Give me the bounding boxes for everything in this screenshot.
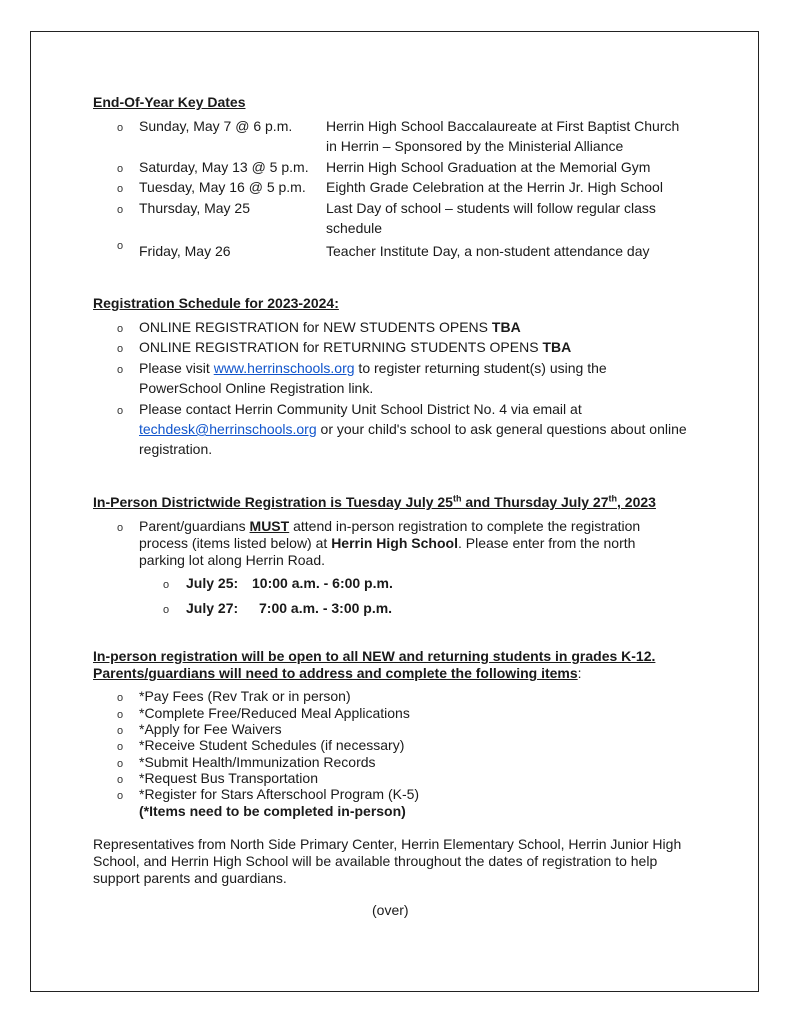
bullet-icon: o [117,758,124,770]
items-note: (*Items need to be completed in-person) [139,803,406,819]
text: . Please enter from the north [457,535,636,551]
must-emphasis: MUST [249,518,290,534]
event-description: Teacher Institute Day, a non-student attendance day [326,243,650,259]
bullet-icon: o [117,790,124,802]
over-note: (over) [372,902,409,918]
time-slot-hours: 7:00 a.m. - 3:00 p.m. [259,600,393,616]
bullet-icon: o [117,741,124,753]
parent-guardian-line-2 [139,535,635,551]
bullet-icon: o [117,343,124,355]
contact-line-2 [139,421,687,437]
bullet-icon: o [117,405,124,417]
event-description: Herrin High School Baccalaureate at First Baptist Church [326,118,680,134]
bullet-icon: o [117,204,124,216]
bullet-icon: o [117,240,124,252]
bullet-icon: o [163,604,170,616]
list-item: *Request Bus Transportation [139,770,318,786]
in-person-heading-part: , 2023 [617,494,656,510]
list-item: *Complete Free/Reduced Meal Applications [139,705,410,721]
website-link[interactable]: www.herrinschools.org [213,360,355,376]
parent-guardian-line-3: parking lot along Herrin Road. [139,552,325,568]
visit-website-line-2: PowerSchool Online Registration link. [139,380,374,396]
contact-text-post: or your child's school to ask general questions about online [316,421,687,437]
online-registration-returning-text: ONLINE REGISTRATION for RETURNING STUDENTS OPENS [139,339,543,355]
text: attend in-person registration to complete the registration [289,518,641,534]
bullet-icon: o [117,122,124,134]
event-description: Eighth Grade Celebration at the Herrin Jr. High School [326,179,663,195]
bullet-icon: o [117,323,124,335]
event-description: Last Day of school – students will follow regular class [326,200,656,216]
email-link[interactable]: techdesk@herrinschools.org [139,421,317,437]
list-item: *Receive Student Schedules (if necessary) [139,737,405,753]
bullet-icon: o [117,725,124,737]
date-label: Sunday, May 7 @ 6 p.m. [139,118,293,134]
heading-colon: : [577,665,582,681]
open-to-all-heading: In-person registration will be open to all NEW and returning students in grades K-12. [93,648,656,664]
bullet-icon: o [117,692,124,704]
superscript: th [608,493,618,504]
parent-guardian-line-1 [139,518,640,534]
list-item: *Submit Health/Immunization Records [139,754,376,770]
visit-website-line [139,360,607,376]
date-label: Friday, May 26 [139,243,231,259]
parents-guardians-heading [93,665,582,681]
in-person-heading [93,494,656,510]
bullet-icon: o [117,774,124,786]
bullet-icon: o [163,579,170,591]
in-person-heading-part: and Thursday July 27 [461,494,609,510]
key-dates-heading: End-Of-Year Key Dates [93,94,246,110]
online-registration-returning [139,339,571,355]
list-item: *Apply for Fee Waivers [139,721,282,737]
time-slot-day: July 25: [186,575,239,591]
contact-line-1: Please contact Herrin Community Unit School District No. 4 via email at [139,401,582,417]
bullet-icon: o [117,163,124,175]
event-description-cont: schedule [326,220,383,236]
in-person-heading-part: In-Person Districtwide Registration is Tuesday July 25 [93,494,453,510]
visit-text-post: to register returning student(s) using the [354,360,607,376]
superscript: th [452,493,462,504]
online-registration-new-text: ONLINE REGISTRATION for NEW STUDENTS OPENS [139,319,492,335]
online-registration-new-date: TBA [491,319,521,335]
date-label: Thursday, May 25 [139,200,251,216]
text: Parent/guardians [139,518,250,534]
registration-heading: Registration Schedule for 2023-2024: [93,295,339,311]
time-slot-hours: 10:00 a.m. - 6:00 p.m. [252,575,393,591]
list-item: *Pay Fees (Rev Trak or in person) [139,688,351,704]
bullet-icon: o [117,522,124,534]
bullet-icon: o [117,364,124,376]
online-registration-returning-date: TBA [542,339,572,355]
contact-line-3: registration. [139,441,213,457]
representatives-line-2: School, and Herrin High School will be available throughout the dates of registration to help [93,853,658,869]
bullet-icon: o [117,709,124,721]
date-label: Tuesday, May 16 @ 5 p.m. [139,179,306,195]
list-item: *Register for Stars Afterschool Program (K-5) [139,786,420,802]
text: process (items listed below) at [139,535,332,551]
date-label: Saturday, May 13 @ 5 p.m. [139,159,309,175]
representatives-line-3: support parents and guardians. [93,870,287,886]
parents-guardians-heading-text: Parents/guardians will need to address and complete the following items [93,665,578,681]
event-description: Herrin High School Graduation at the Memorial Gym [326,159,651,175]
bullet-icon: o [117,183,124,195]
location-emphasis: Herrin High School [331,535,458,551]
representatives-line-1: Representatives from North Side Primary Center, Herrin Elementary School, Herrin Junior High [93,836,682,852]
online-registration-new [139,319,521,335]
visit-text: Please visit [139,360,214,376]
time-slot-day: July 27: [186,600,239,616]
event-description-cont: in Herrin – Sponsored by the Ministerial Alliance [326,138,624,154]
